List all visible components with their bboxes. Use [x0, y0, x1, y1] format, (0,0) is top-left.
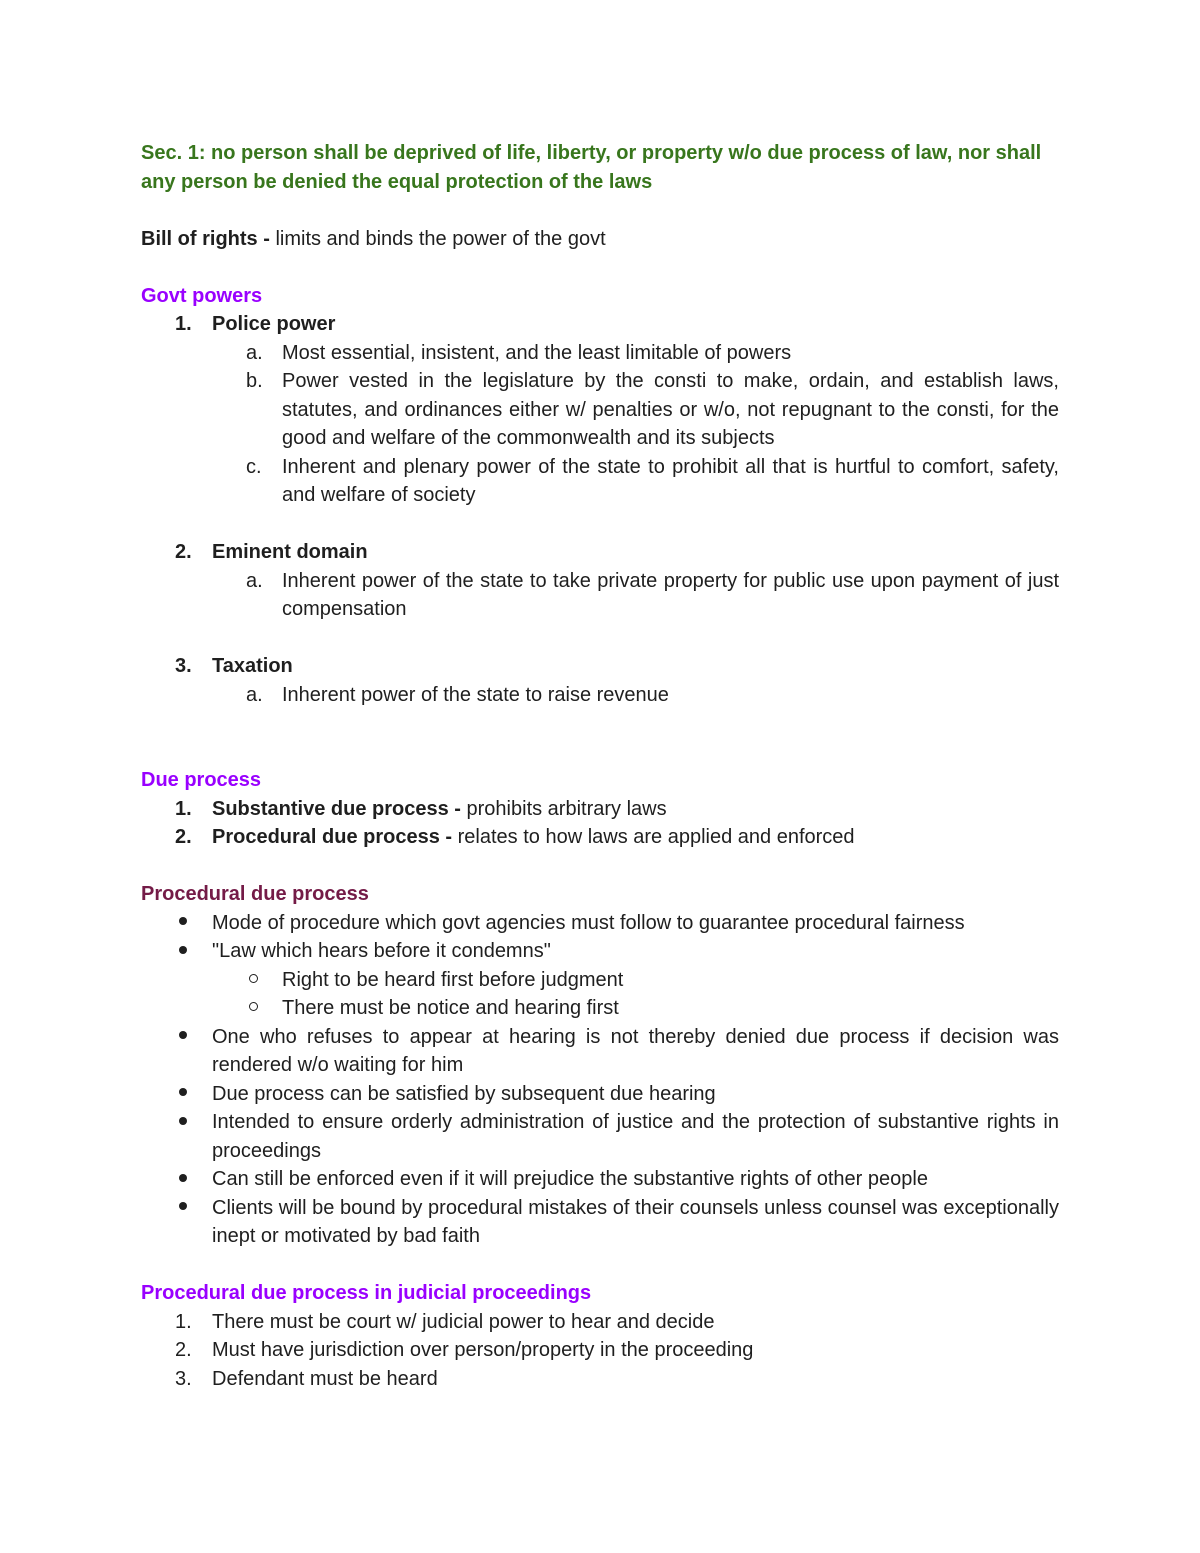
bill-of-rights-definition: limits and binds the power of the govt [269, 227, 606, 250]
bullet-text: Intended to ensure orderly administration of justice and the protection of substantive rights in proceedings [212, 1111, 1059, 1162]
list-letter: a. [246, 683, 263, 706]
bill-of-rights-line [141, 225, 1059, 254]
govt-power-title: Taxation [212, 655, 293, 677]
judicial-item [141, 1308, 1059, 1337]
bullet-text: Due process can be satisfied by subsequent due hearing [212, 1082, 716, 1105]
list-number: 2. [175, 1339, 192, 1361]
list-letter: c. [246, 455, 262, 478]
subbullet-text: Right to be heard first before judgment [282, 968, 624, 991]
judicial-item-text: There must be court w/ judicial power to hear and decide [212, 1310, 715, 1333]
subitem-text: Inherent power of the state to raise revenue [282, 683, 669, 706]
subitem-text: Inherent power of the state to take private property for public use upon payment of just compensation [282, 569, 1059, 620]
bullet-text: One who refuses to appear at hearing is not thereby denied due process if decision was rendered w/o waiting for him [212, 1025, 1059, 1076]
list-letter: a. [246, 341, 263, 364]
hollow-bullet-icon [249, 1002, 258, 1011]
list-number: 2. [175, 826, 192, 848]
govt-power-subitem [141, 567, 1059, 624]
bullet-icon [179, 1031, 187, 1039]
judicial-proceedings-heading: Procedural due process in judicial proceedings [141, 1282, 592, 1304]
section-1-statement: Sec. 1: no person shall be deprived of life, liberty, or property w/o due process of law, nor shall any person be denied the equal protection of the laws [141, 142, 1042, 193]
govt-powers-heading: Govt powers [141, 284, 263, 307]
due-process-text: relates to how laws are applied and enforced [452, 826, 855, 848]
bullet-icon [179, 1174, 187, 1182]
list-number: 1. [175, 313, 192, 335]
govt-power-subitem [141, 453, 1059, 510]
govt-power-subitem [141, 339, 1059, 368]
bill-of-rights-term: Bill of rights - [141, 227, 270, 250]
procedural-bullet [141, 1080, 1059, 1109]
document-page [141, 139, 1059, 1393]
due-process-text: prohibits arbitrary laws [460, 797, 667, 820]
govt-power-item [141, 538, 1059, 567]
bullet-text: Mode of procedure which govt agencies must follow to guarantee procedural fairness [212, 911, 965, 934]
due-process-heading: Due process [141, 769, 262, 791]
bullet-icon [179, 1202, 187, 1210]
govt-power-subitem [141, 681, 1059, 710]
subitem-text: Inherent and plenary power of the state to prohibit all that is hurtful to comfort, safety, and welfare of society [282, 455, 1059, 506]
subitem-text: Power vested in the legislature by the consti to make, ordain, and establish laws, statutes, and ordinances either w/ penalties or w/o, not repugnant to the consti, for the good and welfare of the commonwealth and its subjects [282, 370, 1059, 449]
bullet-text: Clients will be bound by procedural mistakes of their counsels unless counsel was exceptionally inept or motivated by bad faith [212, 1196, 1059, 1247]
procedural-subbullet [141, 966, 1059, 995]
govt-power-item [141, 652, 1059, 681]
list-number: 1. [175, 797, 192, 820]
govt-power-subitem [141, 367, 1059, 453]
list-number: 1. [175, 1310, 192, 1333]
procedural-bullet [141, 1108, 1059, 1165]
judicial-item [141, 1336, 1059, 1365]
bullet-icon [179, 1088, 187, 1096]
due-process-term: Substantive due process - [212, 797, 461, 820]
due-process-term: Procedural due process - [212, 826, 453, 848]
judicial-item [141, 1365, 1059, 1394]
list-number: 3. [175, 655, 192, 677]
bullet-icon [179, 946, 187, 954]
subbullet-text: There must be notice and hearing first [282, 997, 619, 1019]
judicial-item-text: Must have jurisdiction over person/property in the proceeding [212, 1339, 754, 1361]
bullet-icon [179, 1117, 187, 1125]
govt-power-title: Eminent domain [212, 541, 368, 563]
hollow-bullet-icon [249, 974, 258, 983]
judicial-item-text: Defendant must be heard [212, 1367, 438, 1390]
procedural-due-process-heading: Procedural due process [141, 883, 369, 905]
govt-power-title: Police power [212, 313, 336, 335]
bullet-icon [179, 917, 187, 925]
list-number: 3. [175, 1367, 192, 1390]
procedural-bullet [141, 909, 1059, 938]
list-number: 2. [175, 541, 192, 563]
due-process-item [141, 823, 1059, 852]
bullet-text: Can still be enforced even if it will prejudice the substantive rights of other people [212, 1168, 928, 1190]
procedural-subbullet [141, 994, 1059, 1023]
procedural-bullet [141, 1023, 1059, 1080]
list-letter: a. [246, 569, 263, 592]
procedural-bullet [141, 1165, 1059, 1194]
procedural-bullet [141, 937, 1059, 966]
list-letter: b. [246, 370, 263, 392]
bullet-text: "Law which hears before it condemns" [212, 940, 551, 962]
procedural-bullet [141, 1194, 1059, 1251]
subitem-text: Most essential, insistent, and the least limitable of powers [282, 341, 792, 364]
due-process-item [141, 795, 1059, 824]
govt-power-item [141, 310, 1059, 339]
